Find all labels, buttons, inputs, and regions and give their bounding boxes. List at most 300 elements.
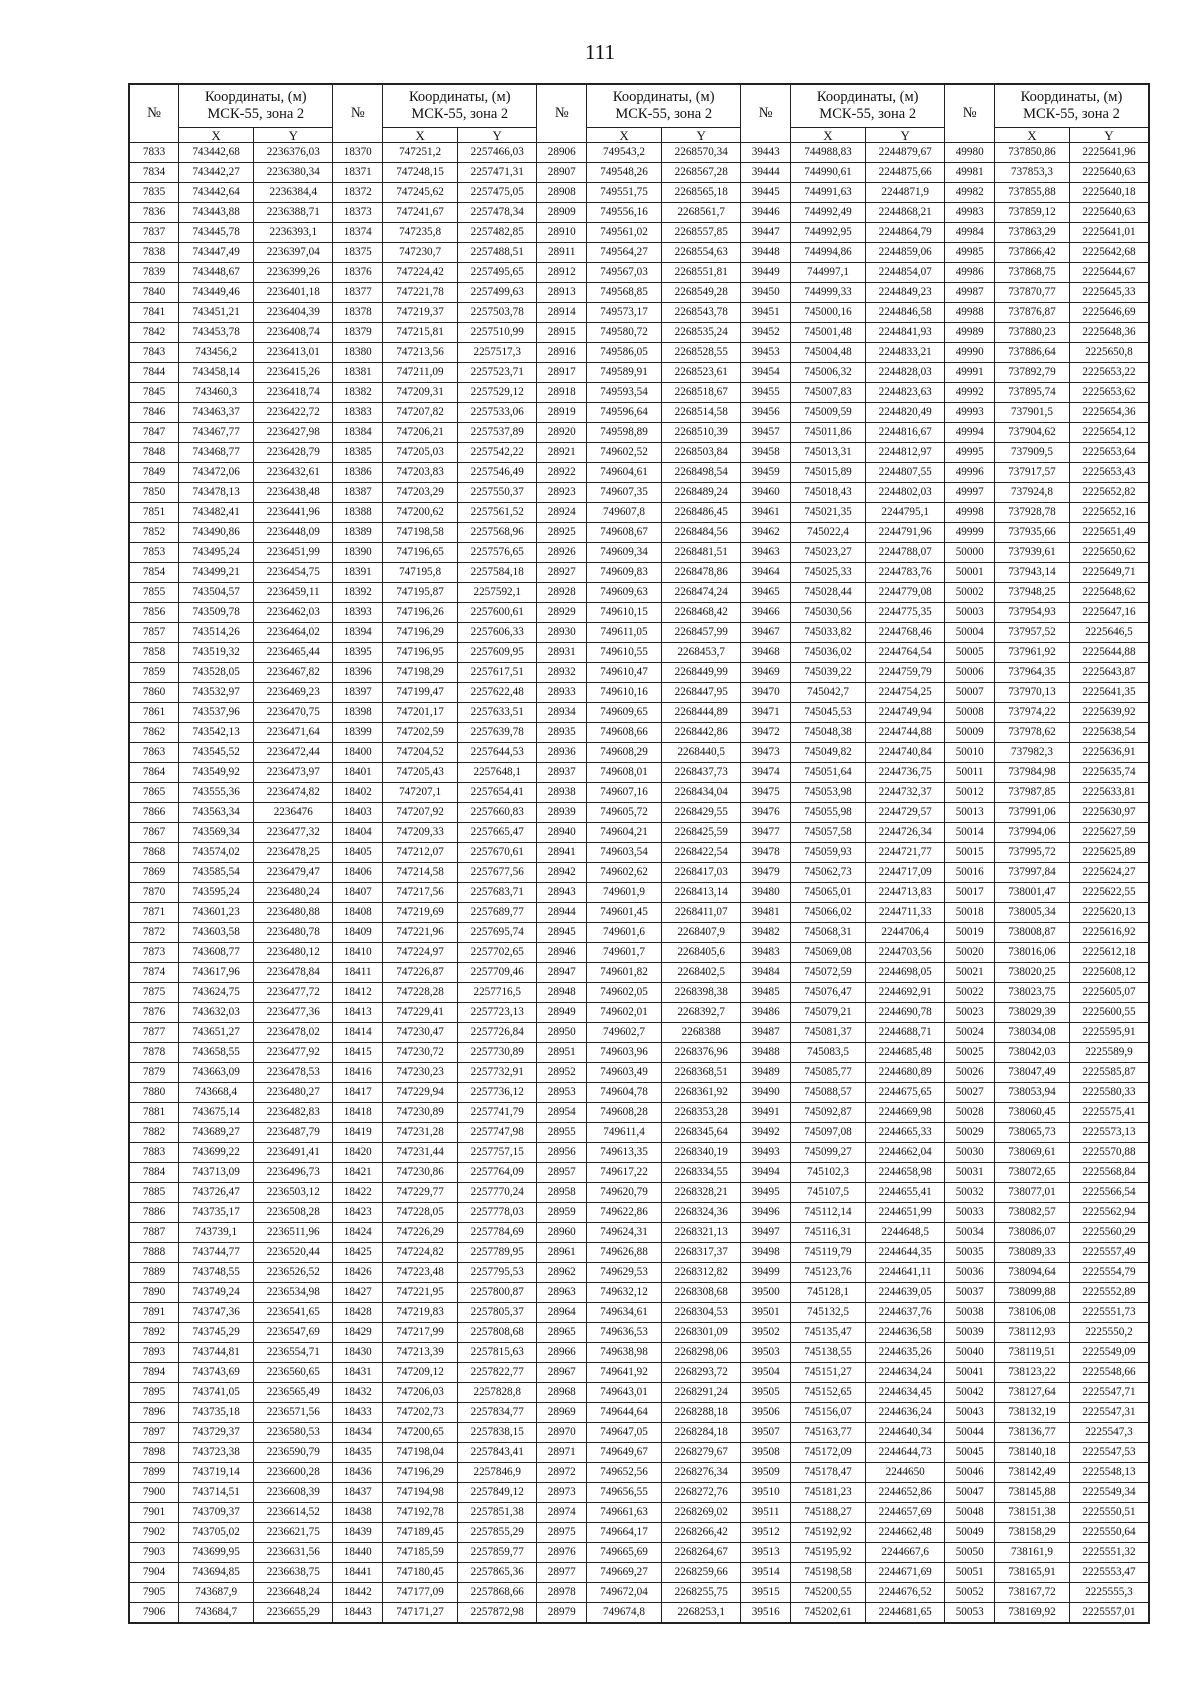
y-coordinate-cell: 2225647,16 [1069, 603, 1149, 623]
point-number-cell: 39449 [741, 263, 791, 283]
point-number-cell: 28958 [537, 1183, 587, 1203]
x-coordinate-cell: 747228,05 [383, 1203, 458, 1223]
y-coordinate-cell: 2236547,69 [254, 1323, 333, 1343]
y-coordinate-cell: 2257622,48 [458, 683, 537, 703]
point-number-cell: 28925 [537, 523, 587, 543]
table-row [129, 943, 1149, 963]
y-coordinate-cell: 2257859,77 [458, 1543, 537, 1563]
point-number-cell: 18396 [333, 663, 383, 683]
y-coordinate-cell: 2225654,12 [1069, 423, 1149, 443]
y-coordinate-cell: 2268398,38 [662, 983, 741, 1003]
y-coordinate-cell: 2244692,91 [865, 983, 944, 1003]
x-coordinate-cell: 747204,52 [383, 743, 458, 763]
x-coordinate-cell: 738167,72 [994, 1583, 1069, 1603]
table-row [129, 1003, 1149, 1023]
point-number-cell: 39510 [741, 1483, 791, 1503]
y-coordinate-cell: 2257730,89 [458, 1043, 537, 1063]
y-coordinate-cell: 2225635,74 [1069, 763, 1149, 783]
y-coordinate-cell: 2268317,37 [662, 1243, 741, 1263]
y-coordinate-cell: 2225627,59 [1069, 823, 1149, 843]
point-number-cell: 39483 [741, 943, 791, 963]
x-coordinate-cell: 743741,05 [179, 1383, 254, 1403]
y-coordinate-cell: 2268489,24 [662, 483, 741, 503]
point-number-cell: 39468 [741, 643, 791, 663]
point-number-cell: 18388 [333, 503, 383, 523]
y-coordinate-cell: 2225638,54 [1069, 723, 1149, 743]
x-coordinate-cell: 747226,87 [383, 963, 458, 983]
x-coordinate-cell: 743499,21 [179, 563, 254, 583]
y-coordinate-cell: 2257495,65 [458, 263, 537, 283]
x-coordinate-cell: 743723,38 [179, 1443, 254, 1463]
point-number-cell: 50035 [945, 1243, 995, 1263]
y-coordinate-cell: 2236473,97 [254, 763, 333, 783]
point-number-cell: 39469 [741, 663, 791, 683]
x-coordinate-cell: 743663,09 [179, 1063, 254, 1083]
point-number-cell: 28927 [537, 563, 587, 583]
table-row [129, 343, 1149, 363]
point-number-cell: 18376 [333, 263, 383, 283]
point-number-cell: 50032 [945, 1183, 995, 1203]
y-coordinate-cell: 2236465,44 [254, 643, 333, 663]
y-coordinate-cell: 2225644,67 [1069, 263, 1149, 283]
table-row [129, 283, 1149, 303]
y-coordinate-cell: 2225653,43 [1069, 463, 1149, 483]
point-number-cell: 7877 [129, 1023, 179, 1043]
point-number-cell: 7875 [129, 983, 179, 1003]
table-row [129, 363, 1149, 383]
x-coordinate-cell: 749604,21 [587, 823, 662, 843]
x-coordinate-cell: 749607,35 [587, 483, 662, 503]
y-coordinate-cell: 2244634,24 [865, 1363, 944, 1383]
x-coordinate-cell: 747171,27 [383, 1603, 458, 1624]
y-coordinate-cell: 2268334,55 [662, 1163, 741, 1183]
point-number-cell: 7858 [129, 643, 179, 663]
x-coordinate-cell: 738047,49 [994, 1063, 1069, 1083]
x-coordinate-cell: 749611,05 [587, 623, 662, 643]
point-number-cell: 50037 [945, 1283, 995, 1303]
x-coordinate-cell: 747195,87 [383, 583, 458, 603]
y-coordinate-cell: 2236441,96 [254, 503, 333, 523]
x-coordinate-cell: 743699,22 [179, 1143, 254, 1163]
x-coordinate-cell: 749596,64 [587, 403, 662, 423]
y-coordinate-cell: 2244713,83 [865, 883, 944, 903]
y-coordinate-cell: 2244640,34 [865, 1423, 944, 1443]
point-number-cell: 7870 [129, 883, 179, 903]
x-coordinate-cell: 747221,95 [383, 1283, 458, 1303]
y-coordinate-cell: 2236427,98 [254, 423, 333, 443]
y-coordinate-cell: 2236520,44 [254, 1243, 333, 1263]
point-number-cell: 49991 [945, 363, 995, 383]
point-number-cell: 18408 [333, 903, 383, 923]
table-row [129, 1083, 1149, 1103]
point-number-cell: 18383 [333, 403, 383, 423]
point-number-cell: 28912 [537, 263, 587, 283]
point-number-cell: 28923 [537, 483, 587, 503]
point-number-cell: 7889 [129, 1263, 179, 1283]
x-coordinate-cell: 744999,33 [791, 283, 866, 303]
point-number-cell: 18424 [333, 1223, 383, 1243]
coords-header-line2: МСК-55, зона 2 [819, 106, 917, 122]
x-coordinate-cell: 738127,64 [994, 1383, 1069, 1403]
table-row [129, 1343, 1149, 1363]
point-number-cell: 7876 [129, 1003, 179, 1023]
y-coordinate-cell: 2236376,03 [254, 143, 333, 163]
x-coordinate-cell: 747209,31 [383, 383, 458, 403]
y-coordinate-cell: 2268549,28 [662, 283, 741, 303]
y-coordinate-cell: 2244854,07 [865, 263, 944, 283]
x-coordinate-cell: 737974,22 [994, 703, 1069, 723]
y-coordinate-cell: 2225641,35 [1069, 683, 1149, 703]
x-coordinate-cell: 743442,64 [179, 183, 254, 203]
y-coordinate-cell: 2257834,77 [458, 1403, 537, 1423]
x-coordinate-cell: 745152,65 [791, 1383, 866, 1403]
table-row [129, 1423, 1149, 1443]
y-coordinate-cell: 2244846,58 [865, 303, 944, 323]
y-coordinate-cell: 2244711,33 [865, 903, 944, 923]
x-coordinate-cell: 738142,49 [994, 1463, 1069, 1483]
x-coordinate-cell: 747205,03 [383, 443, 458, 463]
y-coordinate-cell: 2225566,54 [1069, 1183, 1149, 1203]
y-coordinate-cell: 2236415,26 [254, 363, 333, 383]
x-coordinate-cell: 749602,62 [587, 863, 662, 883]
point-number-cell: 7851 [129, 503, 179, 523]
point-number-cell: 18431 [333, 1363, 383, 1383]
x-coordinate-cell: 747235,8 [383, 223, 458, 243]
point-number-cell: 7860 [129, 683, 179, 703]
y-coordinate-cell: 2268481,51 [662, 543, 741, 563]
point-number-cell: 18395 [333, 643, 383, 663]
x-coordinate-cell: 747207,82 [383, 403, 458, 423]
y-coordinate-cell: 2225625,89 [1069, 843, 1149, 863]
point-number-cell: 39507 [741, 1423, 791, 1443]
point-number-cell: 18387 [333, 483, 383, 503]
point-number-cell: 7841 [129, 303, 179, 323]
y-coordinate-cell: 2244816,67 [865, 423, 944, 443]
x-coordinate-cell: 745172,09 [791, 1443, 866, 1463]
x-coordinate-cell: 744991,63 [791, 183, 866, 203]
y-coordinate-cell: 2225580,33 [1069, 1083, 1149, 1103]
point-number-cell: 7865 [129, 783, 179, 803]
point-number-cell: 49981 [945, 163, 995, 183]
y-coordinate-cell: 2225554,79 [1069, 1263, 1149, 1283]
point-number-cell: 39459 [741, 463, 791, 483]
point-number-cell: 18434 [333, 1423, 383, 1443]
point-number-cell: 7879 [129, 1063, 179, 1083]
y-column-header: Y [1069, 128, 1149, 143]
y-coordinate-cell: 2257851,38 [458, 1503, 537, 1523]
x-coordinate-cell: 743456,2 [179, 343, 254, 363]
y-coordinate-cell: 2236503,12 [254, 1183, 333, 1203]
point-number-cell: 39506 [741, 1403, 791, 1423]
x-coordinate-cell: 749609,83 [587, 563, 662, 583]
y-coordinate-cell: 2236565,49 [254, 1383, 333, 1403]
x-coordinate-cell: 745015,89 [791, 463, 866, 483]
point-number-cell: 50031 [945, 1163, 995, 1183]
point-number-cell: 39453 [741, 343, 791, 363]
point-number-cell: 18403 [333, 803, 383, 823]
point-number-cell: 28973 [537, 1483, 587, 1503]
y-coordinate-cell: 2225653,64 [1069, 443, 1149, 463]
x-coordinate-cell: 743528,05 [179, 663, 254, 683]
axis-header-row [129, 128, 1149, 143]
x-coordinate-cell: 738106,08 [994, 1303, 1069, 1323]
point-number-cell: 18416 [333, 1063, 383, 1083]
table-row [129, 263, 1149, 283]
point-number-cell: 50033 [945, 1203, 995, 1223]
x-coordinate-cell: 738069,61 [994, 1143, 1069, 1163]
x-coordinate-cell: 737984,98 [994, 763, 1069, 783]
y-coordinate-cell: 2257584,18 [458, 563, 537, 583]
y-coordinate-cell: 2225548,66 [1069, 1363, 1149, 1383]
point-number-cell: 7856 [129, 603, 179, 623]
y-coordinate-cell: 2257789,95 [458, 1243, 537, 1263]
x-coordinate-cell: 737855,88 [994, 183, 1069, 203]
point-number-cell: 39475 [741, 783, 791, 803]
table-row [129, 1403, 1149, 1423]
point-number-cell: 18397 [333, 683, 383, 703]
point-number-cell: 50015 [945, 843, 995, 863]
point-number-cell: 49990 [945, 343, 995, 363]
x-coordinate-cell: 749607,8 [587, 503, 662, 523]
x-coordinate-cell: 745025,33 [791, 563, 866, 583]
table-row [129, 623, 1149, 643]
x-coordinate-cell: 747231,28 [383, 1123, 458, 1143]
x-coordinate-cell: 743624,75 [179, 983, 254, 1003]
y-coordinate-cell: 2225639,92 [1069, 703, 1149, 723]
y-coordinate-cell: 2225646,69 [1069, 303, 1149, 323]
point-number-cell: 50017 [945, 883, 995, 903]
y-coordinate-cell: 2236428,79 [254, 443, 333, 463]
y-coordinate-cell: 2257466,03 [458, 143, 537, 163]
y-coordinate-cell: 2268447,95 [662, 683, 741, 703]
table-row [129, 1183, 1149, 1203]
point-number-cell: 28957 [537, 1163, 587, 1183]
y-coordinate-cell: 2236477,72 [254, 983, 333, 1003]
point-number-cell: 49984 [945, 223, 995, 243]
point-number-cell: 28952 [537, 1063, 587, 1083]
x-coordinate-cell: 743448,67 [179, 263, 254, 283]
point-number-cell: 18399 [333, 723, 383, 743]
y-coordinate-cell: 2225551,32 [1069, 1543, 1149, 1563]
y-coordinate-cell: 2244868,21 [865, 203, 944, 223]
x-coordinate-cell: 745062,73 [791, 863, 866, 883]
x-coordinate-cell: 747230,72 [383, 1043, 458, 1063]
point-number-cell: 39480 [741, 883, 791, 903]
point-number-cell: 7845 [129, 383, 179, 403]
x-coordinate-cell: 743495,24 [179, 543, 254, 563]
x-coordinate-cell: 743735,18 [179, 1403, 254, 1423]
point-number-cell: 18433 [333, 1403, 383, 1423]
y-coordinate-cell: 2225653,22 [1069, 363, 1149, 383]
x-coordinate-cell: 738094,64 [994, 1263, 1069, 1283]
point-number-cell: 28917 [537, 363, 587, 383]
x-coordinate-cell: 743714,51 [179, 1483, 254, 1503]
x-coordinate-cell: 745042,7 [791, 683, 866, 703]
y-coordinate-cell: 2268266,42 [662, 1523, 741, 1543]
point-number-cell: 28953 [537, 1083, 587, 1103]
x-coordinate-cell: 737870,77 [994, 283, 1069, 303]
point-number-cell: 39514 [741, 1563, 791, 1583]
x-coordinate-cell: 749672,04 [587, 1583, 662, 1603]
y-coordinate-cell: 2257732,91 [458, 1063, 537, 1083]
y-coordinate-cell: 2268340,19 [662, 1143, 741, 1163]
x-coordinate-cell: 743451,21 [179, 303, 254, 323]
x-coordinate-cell: 749613,35 [587, 1143, 662, 1163]
table-row [129, 1323, 1149, 1343]
x-coordinate-cell: 745092,87 [791, 1103, 866, 1123]
point-number-cell: 49994 [945, 423, 995, 443]
x-column-header: X [383, 128, 458, 143]
x-coordinate-cell: 738086,07 [994, 1223, 1069, 1243]
y-coordinate-cell: 2268321,13 [662, 1223, 741, 1243]
y-coordinate-cell: 2268288,18 [662, 1403, 741, 1423]
x-coordinate-cell: 749626,88 [587, 1243, 662, 1263]
point-number-cell: 39447 [741, 223, 791, 243]
point-number-cell: 18373 [333, 203, 383, 223]
point-number-cell: 7867 [129, 823, 179, 843]
x-coordinate-cell: 749638,98 [587, 1343, 662, 1363]
x-coordinate-cell: 737863,29 [994, 223, 1069, 243]
y-coordinate-cell: 2225557,01 [1069, 1603, 1149, 1624]
x-coordinate-cell: 747196,29 [383, 623, 458, 643]
y-coordinate-cell: 2244783,76 [865, 563, 944, 583]
point-number-cell: 7855 [129, 583, 179, 603]
x-coordinate-cell: 737987,85 [994, 783, 1069, 803]
point-number-cell: 39472 [741, 723, 791, 743]
point-number-cell: 18418 [333, 1103, 383, 1123]
x-coordinate-cell: 737928,78 [994, 503, 1069, 523]
y-coordinate-cell: 2268308,68 [662, 1283, 741, 1303]
x-coordinate-cell: 749610,47 [587, 663, 662, 683]
y-coordinate-cell: 2257488,51 [458, 243, 537, 263]
x-coordinate-cell: 749561,02 [587, 223, 662, 243]
point-number-cell: 18382 [333, 383, 383, 403]
x-coordinate-cell: 737935,66 [994, 523, 1069, 543]
point-number-cell: 50013 [945, 803, 995, 823]
y-coordinate-cell: 2257846,9 [458, 1463, 537, 1483]
point-number-cell: 28972 [537, 1463, 587, 1483]
x-coordinate-cell: 737853,3 [994, 163, 1069, 183]
y-coordinate-cell: 2244749,94 [865, 703, 944, 723]
x-coordinate-cell: 747192,78 [383, 1503, 458, 1523]
point-number-cell: 7834 [129, 163, 179, 183]
y-coordinate-cell: 2268543,78 [662, 303, 741, 323]
y-coordinate-cell: 2268293,72 [662, 1363, 741, 1383]
x-coordinate-cell: 743532,97 [179, 683, 254, 703]
x-coordinate-cell: 738165,91 [994, 1563, 1069, 1583]
y-coordinate-cell: 2268301,09 [662, 1323, 741, 1343]
y-coordinate-cell: 2244650 [865, 1463, 944, 1483]
y-coordinate-cell: 2244732,37 [865, 783, 944, 803]
point-number-cell: 7836 [129, 203, 179, 223]
point-number-cell: 7859 [129, 663, 179, 683]
table-row [129, 563, 1149, 583]
x-coordinate-cell: 749564,27 [587, 243, 662, 263]
y-coordinate-cell: 2268565,18 [662, 183, 741, 203]
point-number-cell: 39476 [741, 803, 791, 823]
x-coordinate-cell: 737991,06 [994, 803, 1069, 823]
point-number-cell: 39489 [741, 1063, 791, 1083]
point-number-cell: 28907 [537, 163, 587, 183]
x-coordinate-cell: 745066,02 [791, 903, 866, 923]
y-coordinate-cell: 2225640,63 [1069, 163, 1149, 183]
table-row [129, 403, 1149, 423]
x-coordinate-cell: 745068,31 [791, 923, 866, 943]
y-column-header: Y [458, 128, 537, 143]
x-coordinate-cell: 737948,25 [994, 583, 1069, 603]
x-coordinate-cell: 749641,92 [587, 1363, 662, 1383]
point-number-cell: 39451 [741, 303, 791, 323]
x-coordinate-cell: 738034,08 [994, 1023, 1069, 1043]
x-coordinate-cell: 743514,26 [179, 623, 254, 643]
y-coordinate-cell: 2225608,12 [1069, 963, 1149, 983]
coordinates-table [128, 83, 1150, 1624]
y-coordinate-cell: 2268388 [662, 1023, 741, 1043]
point-number-cell: 39492 [741, 1123, 791, 1143]
point-number-cell: 28967 [537, 1363, 587, 1383]
table-row [129, 603, 1149, 623]
y-coordinate-cell: 2244841,93 [865, 323, 944, 343]
x-coordinate-cell: 745007,83 [791, 383, 866, 403]
point-number-cell: 18420 [333, 1143, 383, 1163]
x-coordinate-cell: 747196,29 [383, 1463, 458, 1483]
point-number-cell: 39452 [741, 323, 791, 343]
point-number-cell: 39458 [741, 443, 791, 463]
y-coordinate-cell: 2225589,9 [1069, 1043, 1149, 1063]
point-number-cell: 28908 [537, 183, 587, 203]
x-coordinate-cell: 744994,86 [791, 243, 866, 263]
x-coordinate-cell: 745006,32 [791, 363, 866, 383]
point-number-cell: 18393 [333, 603, 383, 623]
y-coordinate-cell: 2236511,96 [254, 1223, 333, 1243]
point-number-cell: 28943 [537, 883, 587, 903]
y-coordinate-cell: 2236397,04 [254, 243, 333, 263]
point-number-cell: 18437 [333, 1483, 383, 1503]
y-coordinate-cell: 2225645,33 [1069, 283, 1149, 303]
point-number-cell: 18410 [333, 943, 383, 963]
point-number-cell: 50046 [945, 1463, 995, 1483]
table-row [129, 1603, 1149, 1624]
y-coordinate-cell: 2257822,77 [458, 1363, 537, 1383]
table-row [129, 1283, 1149, 1303]
point-number-cell: 18404 [333, 823, 383, 843]
x-coordinate-cell: 738158,29 [994, 1523, 1069, 1543]
x-coordinate-cell: 743743,69 [179, 1363, 254, 1383]
y-coordinate-cell: 2244717,09 [865, 863, 944, 883]
x-coordinate-cell: 745001,48 [791, 323, 866, 343]
point-number-cell: 39443 [741, 143, 791, 163]
y-coordinate-cell: 2236560,65 [254, 1363, 333, 1383]
point-number-cell: 28915 [537, 323, 587, 343]
x-coordinate-cell: 745198,58 [791, 1563, 866, 1583]
x-coordinate-cell: 743443,88 [179, 203, 254, 223]
point-number-cell: 49997 [945, 483, 995, 503]
coords-header-line1: Координаты, (м) [816, 89, 919, 105]
x-coordinate-cell: 749610,15 [587, 603, 662, 623]
y-coordinate-cell: 2268551,81 [662, 263, 741, 283]
y-coordinate-cell: 2268422,54 [662, 843, 741, 863]
y-coordinate-cell: 2225640,18 [1069, 183, 1149, 203]
point-number-cell: 18429 [333, 1323, 383, 1343]
x-coordinate-cell: 747206,21 [383, 423, 458, 443]
y-coordinate-cell: 2268567,28 [662, 163, 741, 183]
y-coordinate-cell: 2236480,27 [254, 1083, 333, 1103]
point-number-cell: 50030 [945, 1143, 995, 1163]
table-row [129, 683, 1149, 703]
table-row [129, 1043, 1149, 1063]
point-number-cell: 7846 [129, 403, 179, 423]
point-number-cell: 18414 [333, 1023, 383, 1043]
